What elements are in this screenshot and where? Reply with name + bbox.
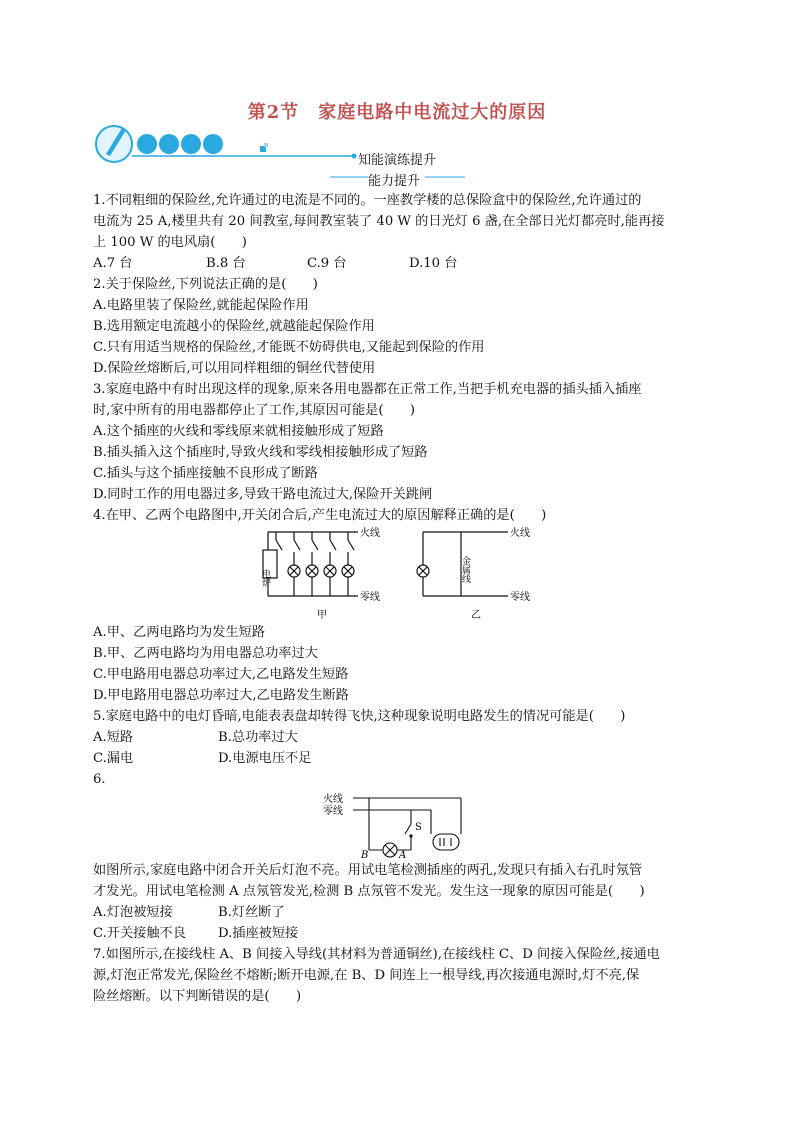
q4-option-a: A.甲、乙两电路均为发生短路	[93, 625, 265, 640]
lamp-icon	[417, 565, 429, 577]
live-wire-label: 火线	[360, 528, 380, 539]
q3-option-a: A.这个插座的火线和零线原来就相接触形成了短路	[93, 424, 384, 439]
q1-line: 电流为 25 A,楼里共有 20 间教室,每间教室装了 40 W 的日光灯 6 盏,在全部日光灯都亮时,能再接	[93, 214, 665, 229]
q1-options	[93, 253, 713, 274]
page-title: 第2节 家庭电路中电流过大的原因	[247, 102, 547, 123]
q1-option-c: C.9 台	[307, 256, 347, 271]
q6-circuit-figure	[93, 790, 713, 860]
q5-options-row1	[93, 727, 713, 748]
q6-line: 才发光。用试电笔检测 A 点氖管发光,检测 B 点氖管不发光。发生这一现象的原因可能是( )	[93, 884, 645, 899]
q3-line: 时,家中所有的用电器都停止了工作,其原因可能是( )	[93, 403, 415, 418]
q4-option-d: D.甲电路用电器总功率过大,乙电路发生断路	[93, 688, 349, 703]
point-a-label: A	[399, 850, 407, 860]
q3-option-d: D.同时工作的用电器过多,导致干路电流过大,保险开关跳闸	[93, 487, 433, 502]
banner-dot-2	[159, 134, 179, 154]
q1-option-d: D.10 台	[409, 256, 458, 271]
q4-option-b: B.甲、乙两电路均为用电器总功率过大	[93, 646, 318, 661]
q4-stem: 4.在甲、乙两个电路图中,开关闭合后,产生电流过大的原因解释正确的是( )	[93, 508, 547, 523]
q2-option-b: B.选用额定电流越小的保险丝,就越能起保险作用	[93, 319, 375, 334]
q2-option-a: A.电路里装了保险丝,就能起保险作用	[93, 298, 309, 313]
subsection-label: 能力提升	[368, 174, 421, 189]
q1-line: 1.不同粗细的保险丝,允许通过的电流是不同的。一座教学楼的总保险盒中的保险丝,允许通过的	[93, 193, 642, 208]
banner-dot-1	[137, 134, 157, 154]
q2-stem: 2.关于保险丝,下列说法正确的是( )	[93, 277, 318, 292]
q3-option-b: B.插头插入这个插座时,导致火线和零线相接触形成了短路	[93, 445, 428, 460]
q5-stem: 5.家庭电路中的电灯昏暗,电能表表盘却转得飞快,这种现象说明电路发生的情况可能是( )	[93, 709, 626, 724]
banner-square-small	[264, 143, 268, 147]
lamp-icon	[383, 843, 397, 857]
neutral-wire-label: 零线	[323, 806, 343, 817]
lamp-icon	[288, 565, 300, 577]
q7-line: 源,灯泡正常发光,保险丝不熔断;断开电源,在 B、D 间连上一根导线,再次接通电源时,灯不亮,保	[93, 968, 640, 983]
neutral-wire-label: 零线	[360, 592, 380, 603]
banner-dot-3	[181, 134, 201, 154]
figure-label-yi: 乙	[471, 610, 481, 621]
stove-label: 电炉	[260, 569, 270, 587]
metal-wire-label: 金属线	[460, 556, 470, 583]
q4-option-c: C.甲电路用电器总功率过大,乙电路发生短路	[93, 667, 349, 682]
q1-option-b: B.8 台	[206, 256, 246, 271]
q6-number: 6.	[93, 772, 106, 787]
lamp-icon	[342, 565, 354, 577]
section-banner	[92, 118, 472, 178]
q4-circuit-figure	[93, 526, 713, 622]
q6-options-row1	[93, 902, 713, 923]
q3-line: 3.家庭电路中有时出现这样的现象,原来各用电器都在正常工作,当把手机充电器的插头插入插座	[93, 382, 642, 397]
question-list	[93, 190, 713, 1007]
q6-option-d: D.插座被短接	[218, 926, 299, 941]
q3-option-c: C.插头与这个插座接触不良形成了断路	[93, 466, 318, 481]
q6-line: 如图所示,家庭电路中闭合开关后灯泡不亮。用试电笔检测插座的两孔,发现只有插入右孔时氖管	[93, 863, 643, 878]
lamp-icon	[324, 565, 336, 577]
circuit-jia	[263, 532, 358, 596]
q5-options-row2	[93, 748, 713, 769]
q5-option-b: B.总功率过大	[218, 730, 298, 745]
neutral-wire-label: 零线	[510, 592, 530, 603]
q1-line: 上 100 W 的电风扇( )	[93, 235, 247, 250]
q5-option-a: A.短路	[93, 730, 134, 745]
socket-icon	[433, 834, 459, 850]
q7-line: 7.如图所示,在接线柱 A、B 间接入导线(其材料为普通铜丝),在接线柱 C、D 间接入保险丝,接通电	[93, 947, 660, 962]
q2-option-c: C.只有用适当规格的保险丝,才能既不妨碍供电,又能起到保险的作用	[93, 340, 485, 355]
q6-option-b: B.灯丝断了	[218, 905, 285, 920]
banner-end-dot	[352, 154, 357, 159]
q7-line: 险丝熔断。以下判断错误的是( )	[93, 989, 302, 1004]
q2-option-d: D.保险丝熔断后,可以用同样粗细的铜丝代替使用	[93, 361, 376, 376]
section-label: 知能演练提升	[358, 153, 437, 168]
point-b-label: B	[361, 850, 369, 860]
lamp-icon	[306, 565, 318, 577]
figure-label-jia: 甲	[317, 610, 327, 621]
q6-option-c: C.开关接触不良	[93, 926, 186, 941]
q5-option-d: D.电源电压不足	[218, 751, 312, 766]
q6-option-a: A.灯泡被短接	[93, 905, 173, 920]
q1-option-a: A.7 台	[93, 256, 133, 271]
banner-dot-4	[203, 134, 223, 154]
q5-option-c: C.漏电	[93, 751, 134, 766]
live-wire-label: 火线	[510, 528, 530, 539]
switch-label: S	[415, 822, 422, 833]
q6-options-row2	[93, 923, 713, 944]
live-wire-label: 火线	[323, 794, 343, 805]
